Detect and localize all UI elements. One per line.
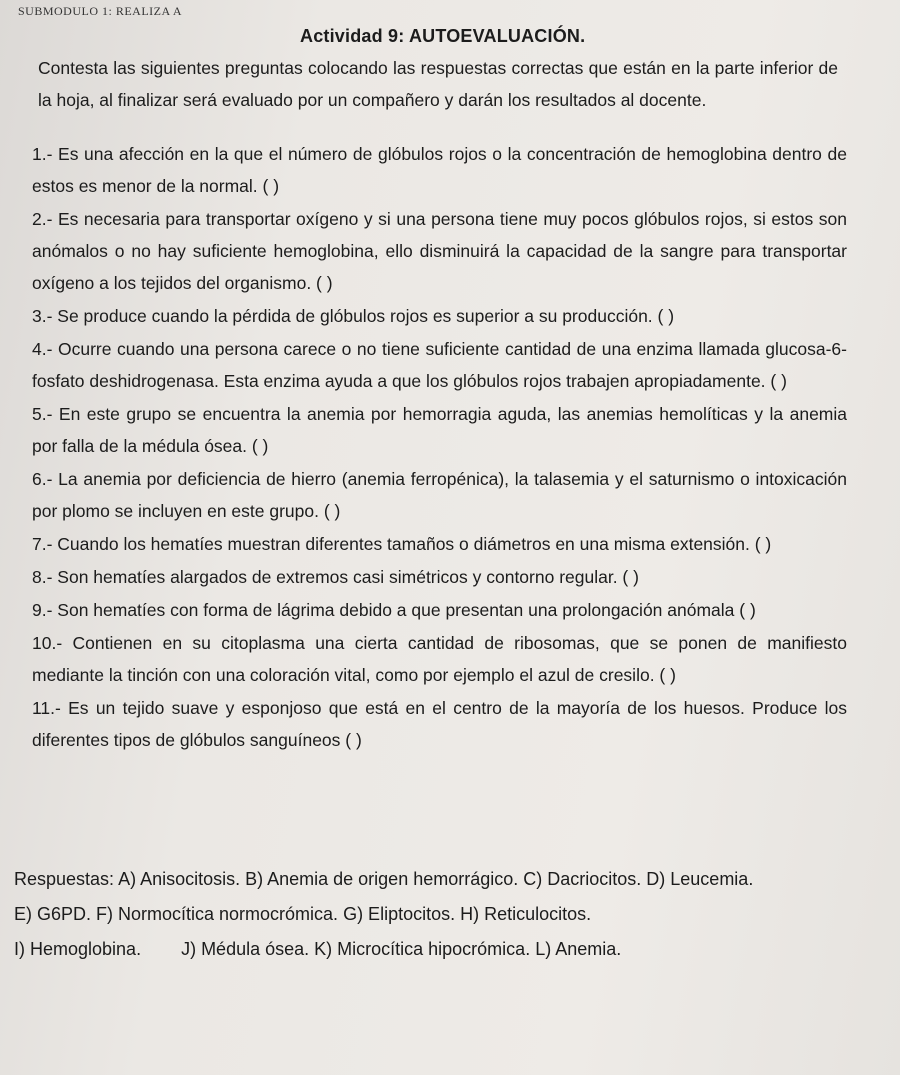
answer-line: E) G6PD. F) Normocítica normocrómica. G) Eliptocitos. H) Reticulocitos.: [14, 904, 592, 924]
question-item: 4.- Ocurre cuando una persona carece o no tiene suficiente cantidad de una enzima llamada glucosa-6-fosfato deshidrogenasa. Esta enzima ayuda a que los glóbulos rojos trabajen apropiadamente. ( ): [32, 339, 847, 391]
question-item: 8.- Son hematíes alargados de extremos casi simétricos y contorno regular. ( ): [32, 567, 639, 587]
question-item: 1.- Es una afección en la que el número de glóbulos rojos o la concentración de hemoglobina dentro de estos es menor de la normal. ( ): [32, 144, 847, 196]
question-item: 3.- Se produce cuando la pérdida de glóbulos rojos es superior a su producción. ( ): [32, 306, 675, 326]
module-header: SUBMODULO 1: REALIZA A: [18, 4, 183, 18]
question-item: 2.- Es necesaria para transportar oxígeno y si una persona tiene muy pocos glóbulos rojos, si estos son anómalos o no hay suficiente hemoglobina, ello disminuirá la capacidad de la sangre para transportar oxígeno a los tejidos del organismo. ( ): [32, 209, 847, 293]
answer-line: Respuestas: A) Anisocitosis. B) Anemia de origen hemorrágico. C) Dacriocitos. D) Leucemia.: [14, 869, 754, 889]
answer-key: [14, 862, 884, 967]
question-item: 11.- Es un tejido suave y esponjoso que está en el centro de la mayoría de los huesos. Produce los diferentes tipos de glóbulos sanguíneos ( ): [32, 698, 847, 750]
question-item: 7.- Cuando los hematíes muestran diferentes tamaños o diámetros en una misma extensión. ( ): [32, 534, 772, 554]
answer-line: I) Hemoglobina. J) Médula ósea. K) Microcítica hipocrómica. L) Anemia.: [14, 939, 622, 959]
question-item: 9.- Son hematíes con forma de lágrima debido a que presentan una prolongación anómala ( ): [32, 600, 756, 620]
page-title: Actividad 9: AUTOEVALUACIÓN.: [300, 26, 586, 46]
instructions: Contesta las siguientes preguntas colocando las respuestas correctas que están en la parte inferior de la hoja, al finalizar será evaluado por un compañero y darán los resultados al docente.: [38, 58, 838, 110]
question-item: 5.- En este grupo se encuentra la anemia por hemorragia aguda, las anemias hemolíticas y la anemia por falla de la médula ósea. ( ): [32, 404, 847, 456]
question-list: [32, 138, 847, 756]
question-item: 6.- La anemia por deficiencia de hierro (anemia ferropénica), la talasemia y el saturnismo o intoxicación por plomo se incluyen en este grupo. ( ): [32, 469, 847, 521]
question-item: 10.- Contienen en su citoplasma una cierta cantidad de ribosomas, que se ponen de manifiesto mediante la tinción con una coloración vital, como por ejemplo el azul de cresilo. ( ): [32, 633, 847, 685]
